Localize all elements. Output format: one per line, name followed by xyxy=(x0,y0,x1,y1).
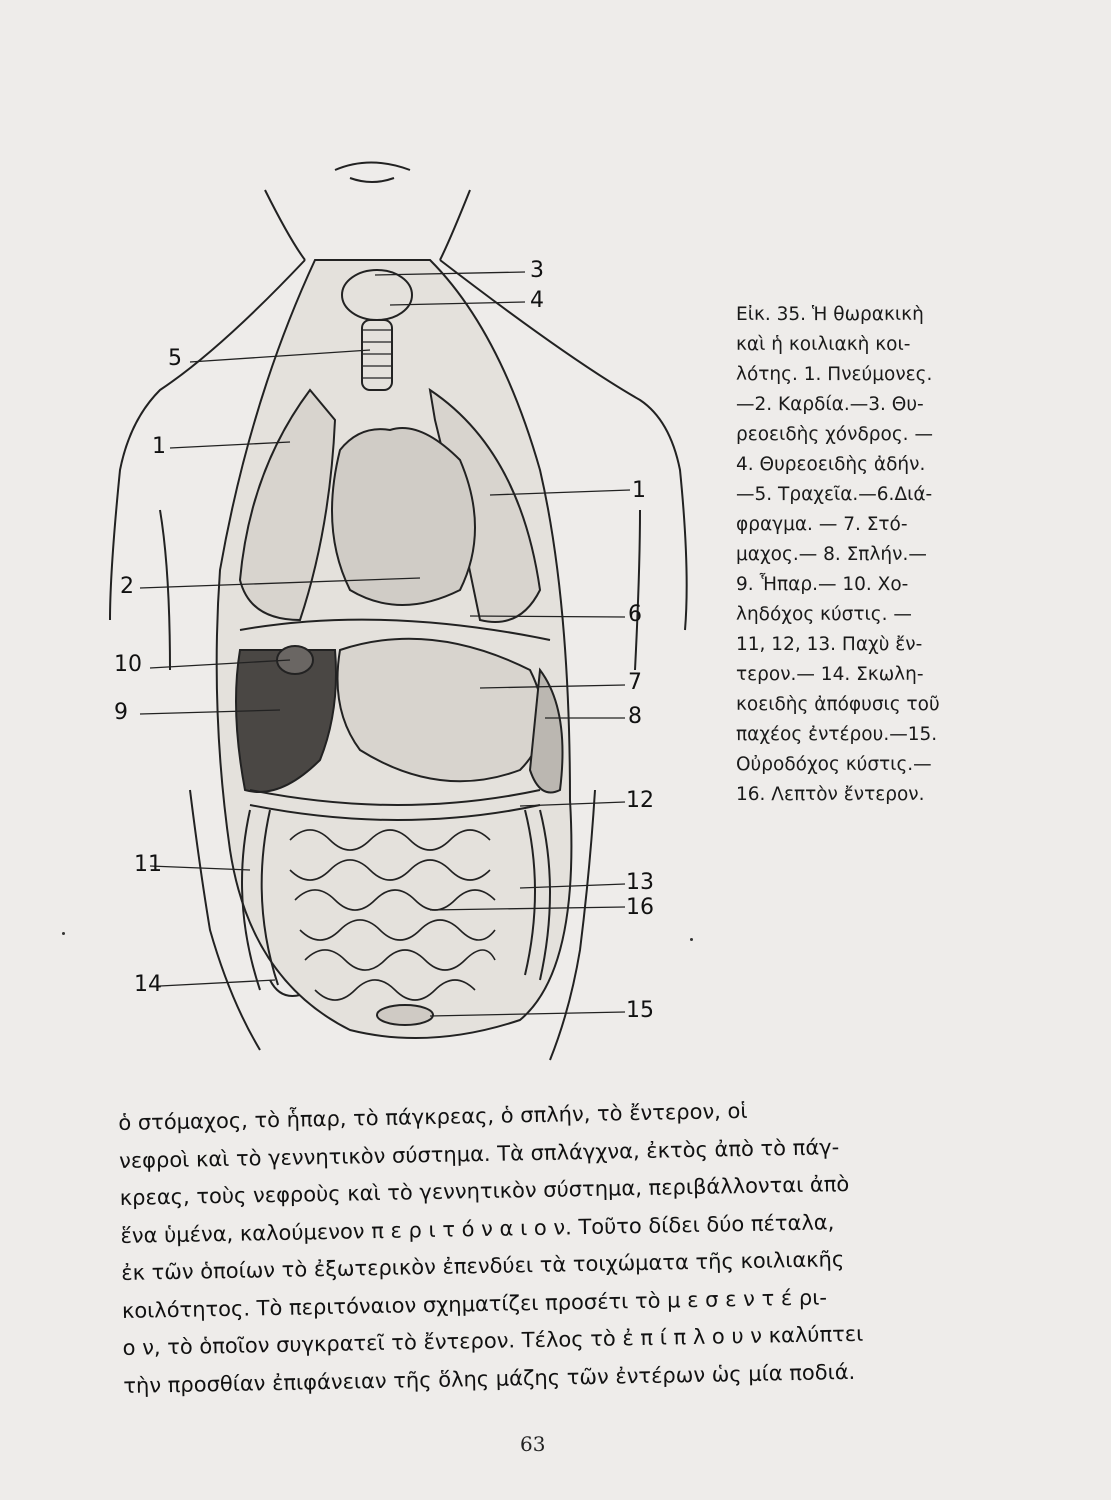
caption-line: ληδόχος κύστις. — xyxy=(736,604,912,625)
caption-line: παχέος ἐντέρου.—15. xyxy=(736,724,938,745)
figure-label-13: 13 xyxy=(626,870,654,895)
body-line: ἕνα ὑμένα, καλούμενον π ε ρ ι τ ό ν α ι ο ν. Τοῦτο δίδει δύο πέταλα, xyxy=(120,1209,835,1248)
figure-label-10: 10 xyxy=(114,652,142,677)
arm-left-inner xyxy=(160,510,170,670)
print-speck xyxy=(62,932,65,935)
body-line: ἐκ τῶν ὁποίων τὸ ἐξωτερικὸν ἐπενδύει τὰ τοιχώματα τῆς κοιλιακῆς xyxy=(120,1247,845,1285)
figure-label-3: 3 xyxy=(530,258,544,283)
figure-label-16: 16 xyxy=(626,895,654,920)
figure-label-4: 4 xyxy=(530,288,544,313)
caption-line: 16. Λεπτὸν ἔντερον. xyxy=(736,784,925,805)
caption-line: —2. Καρδία.—3. Θυ- xyxy=(736,394,924,415)
figure-label-5: 5 xyxy=(168,346,182,371)
caption-line: μαχος.— 8. Σπλήν.— xyxy=(736,544,927,565)
chin-outline xyxy=(335,163,410,171)
caption-line: καὶ ἡ κοιλιακὴ κοι- xyxy=(736,334,911,355)
body-line: ο ν, τὸ ὁποῖον συγκρατεῖ τὸ ἔντερον. Τέλος τὸ ἐ π ί π λ ο υ ν καλύπτει xyxy=(122,1321,864,1360)
caption-line: 11, 12, 13. Παχὺ ἔν- xyxy=(736,634,923,655)
figure-label-7: 7 xyxy=(628,670,642,695)
print-speck xyxy=(690,938,693,941)
figure-label-8: 8 xyxy=(628,704,642,729)
caption-line: φραγμα. — 7. Στό- xyxy=(736,514,908,535)
caption-line: 9. Ἧπαρ.— 10. Χο- xyxy=(736,574,909,595)
body-line: ὁ στόμαχος, τὸ ἧπαρ, τὸ πάγκρεας, ὁ σπλήν, τὸ ἔντερον, οἱ xyxy=(118,1098,748,1135)
caption-line: τερον.— 14. Σκωλη- xyxy=(736,664,924,685)
figure-label-15: 15 xyxy=(626,998,654,1023)
figure-label-1-left: 1 xyxy=(152,434,166,459)
caption-line: —5. Τραχεῖα.—6.Διά- xyxy=(736,484,933,505)
figure-label-14: 14 xyxy=(134,972,162,997)
figure-label-9: 9 xyxy=(114,700,128,725)
caption-line: κοειδὴς ἀπόφυσις τοῦ xyxy=(736,694,940,715)
body-line: κοιλότητος. Τὸ περιτόναιον σχηματίζει προσέτι τὸ μ ε σ ε ν τ έ ρι- xyxy=(121,1284,828,1323)
figure-label-6: 6 xyxy=(628,602,642,627)
anatomy-figure xyxy=(100,150,700,1090)
caption-line: λότης. 1. Πνεύμονες. xyxy=(736,364,933,385)
mouth-outline xyxy=(350,178,394,182)
figure-caption xyxy=(736,300,966,810)
figure-label-12: 12 xyxy=(626,788,654,813)
neck-right xyxy=(440,190,470,260)
caption-line: Εἰκ. 35. Ἡ θωρακικὴ xyxy=(736,304,924,325)
bladder xyxy=(377,1005,433,1025)
neck-left xyxy=(265,190,305,260)
page-number: 63 xyxy=(520,1432,546,1456)
body-paragraph xyxy=(118,1089,980,1405)
torso-illustration xyxy=(100,150,700,1090)
caption-line: 4. Θυρεοειδὴς ἀδήν. xyxy=(736,454,926,475)
figure-label-1-right: 1 xyxy=(632,478,646,503)
caption-line: Οὐροδόχος κύστις.— xyxy=(736,754,932,775)
figure-label-2: 2 xyxy=(120,574,134,599)
body-line: νεφροὶ καὶ τὸ γεννητικὸν σύστημα. Τὰ σπλάγχνα, ἐκτὸς ἀπὸ τὸ πάγ- xyxy=(118,1134,840,1173)
body-line: τὴν προσθίαν ἐπιφάνειαν τῆς ὅλης μάζης τῶν ἐντέρων ὡς μία ποδιά. xyxy=(123,1359,856,1398)
body-line: κρεας, τοὺς νεφροὺς καὶ τὸ γεννητικὸν σύστημα, περιβάλλονται ἀπὸ xyxy=(119,1171,850,1210)
arm-right-inner xyxy=(635,510,640,670)
caption-line: ρεοειδὴς χόνδρος. — xyxy=(736,424,933,445)
figure-label-11: 11 xyxy=(134,852,162,877)
